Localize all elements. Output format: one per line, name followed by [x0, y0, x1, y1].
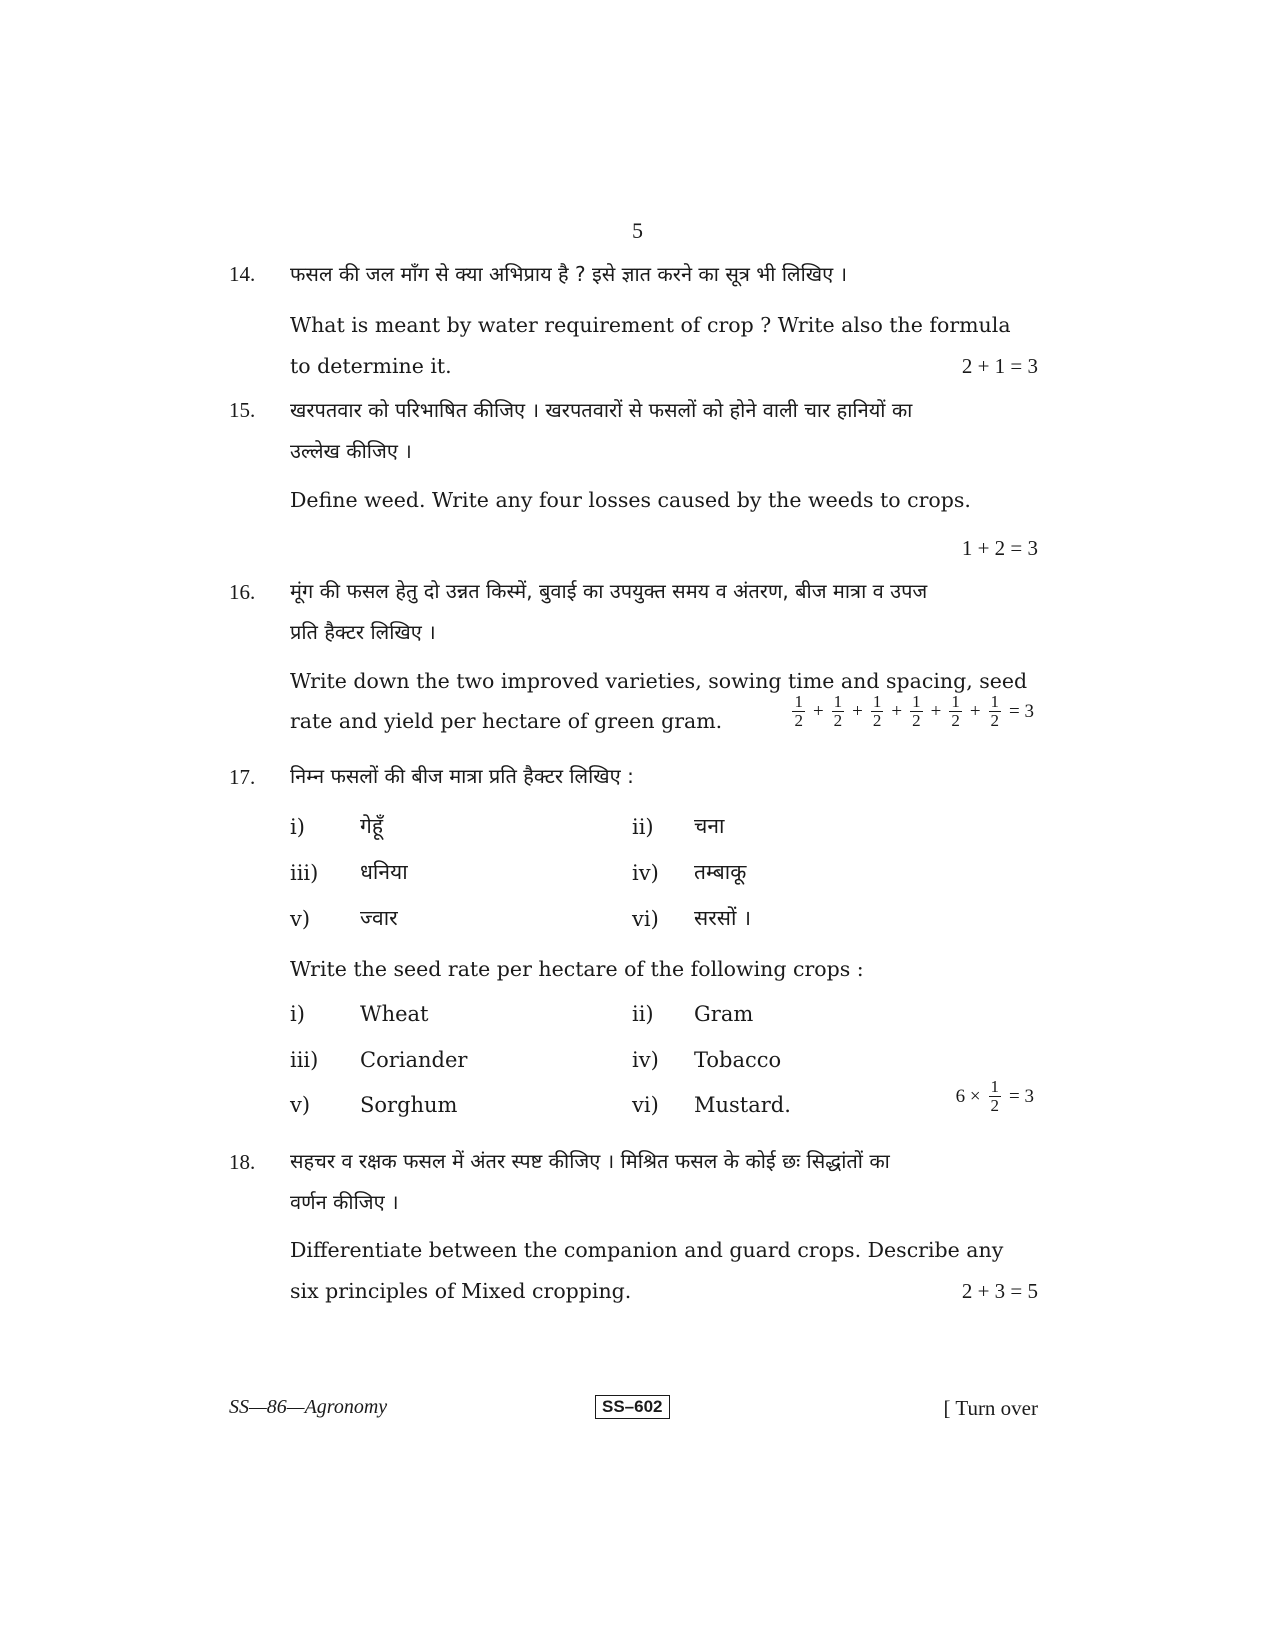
option-label: v) [290, 1093, 311, 1117]
option-text: Sorghum [360, 1093, 458, 1117]
option-text: धनिया [360, 860, 408, 884]
question-number: 14. [229, 262, 256, 286]
page-number: 5 [632, 218, 643, 243]
fraction-half: $\frac{1}{2}$ [912, 692, 921, 730]
q14-english-line2: to determine it. [290, 354, 452, 378]
question-number: 16. [229, 580, 256, 604]
q16-hindi-line1: मूंग की फसल हेतु दो उन्नत किस्में, बुवाई का उपयुक्त समय व अंतरण, बीज मात्रा व उपज [290, 579, 928, 603]
q16-english-line1: Write down the two improved varieties, sowing time and spacing, seed [290, 669, 1028, 693]
question-number: 17. [229, 765, 256, 789]
option-label: i) [290, 1002, 305, 1026]
q15-hindi-line2: उल्लेख कीजिए । [290, 439, 412, 463]
option-label: ii) [632, 815, 654, 839]
option-label: iii) [290, 1048, 319, 1072]
fraction-half: $\frac{1}{2}$ [794, 692, 803, 730]
option-text: तम्बाकू [694, 860, 747, 884]
fraction-half: $\frac{1}{2}$ [872, 692, 882, 730]
option-label: vi) [632, 907, 659, 931]
q17-hindi: निम्न फसलों की बीज मात्रा प्रति हैक्टर लिखिए : [290, 764, 634, 788]
q14-marks: 2 + 1 = 3 [961, 354, 1038, 378]
option-label: i) [290, 815, 305, 839]
q14-english-line1: What is meant by water requirement of crop ? Write also the formula [290, 313, 1011, 337]
q14-hindi: फसल की जल माँग से क्या अभिप्राय है ? इसे ज्ञात करने का सूत्र भी लिखिए । [290, 262, 848, 286]
paper-code: SS–602 [595, 1395, 670, 1419]
question-number: 15. [229, 398, 256, 422]
option-label: iv) [632, 1048, 659, 1072]
footer-subject: SS—86—Agronomy [229, 1396, 388, 1418]
q18-hindi-line2: वर्णन कीजिए । [290, 1190, 399, 1214]
q18-english-line2: six principles of Mixed cropping. [290, 1279, 632, 1303]
option-label: vi) [632, 1093, 659, 1117]
q18-english-line1: Differentiate between the companion and guard crops. Describe any [290, 1238, 1004, 1262]
fraction-half: $\frac{1}{2}$ [990, 692, 1000, 730]
q16-hindi-line2: प्रति हैक्टर लिखिए । [290, 620, 436, 644]
fraction-half: $\frac{1}{2}$ [951, 692, 960, 730]
option-label: v) [290, 907, 311, 931]
q18-hindi-line1: सहचर व रक्षक फसल में अंतर स्पष्ट कीजिए । मिश्रित फसल के कोई छः सिद्धांतों का [290, 1149, 890, 1173]
q16-marks: $\frac{1}{2}$ + $\frac{1}{2}$ + $\frac{1}{2}$ + $\frac{1}{2}$ + $\frac{1}{2}$ + $\frac{1}{2}$ = 3 [794, 692, 1034, 730]
option-label: iii) [290, 861, 319, 885]
q15-marks: 1 + 2 = 3 [961, 536, 1038, 560]
option-text: Coriander [360, 1048, 468, 1072]
option-text: Gram [694, 1002, 754, 1026]
fraction-half: $\frac{1}{2}$ [833, 692, 843, 730]
option-text: ज्वार [360, 906, 398, 930]
q17-marks: 6 × $\frac{1}{2}$ = 3 [955, 1077, 1034, 1115]
q16-english-line2: rate and yield per hectare of green gram. [290, 709, 723, 733]
option-text: Tobacco [694, 1048, 782, 1072]
q15-english: Define weed. Write any four losses caused by the weeds to crops. [290, 488, 971, 512]
fraction-half: $\frac{1}{2}$ [990, 1077, 1000, 1115]
option-label: ii) [632, 1002, 654, 1026]
option-label: iv) [632, 861, 659, 885]
option-text: Wheat [360, 1002, 429, 1026]
option-text: Mustard. [694, 1093, 791, 1117]
turn-over-note: [ Turn over [943, 1396, 1038, 1420]
option-text: चना [694, 814, 725, 838]
question-number: 18. [229, 1150, 256, 1174]
option-text: गेहूँ [360, 814, 383, 838]
q18-marks: 2 + 3 = 5 [961, 1279, 1038, 1303]
option-text: सरसों । [694, 906, 752, 930]
q15-hindi-line1: खरपतवार को परिभाषित कीजिए । खरपतवारों से फसलों को होने वाली चार हानियों का [290, 398, 913, 422]
q17-english: Write the seed rate per hectare of the following crops : [290, 957, 864, 981]
